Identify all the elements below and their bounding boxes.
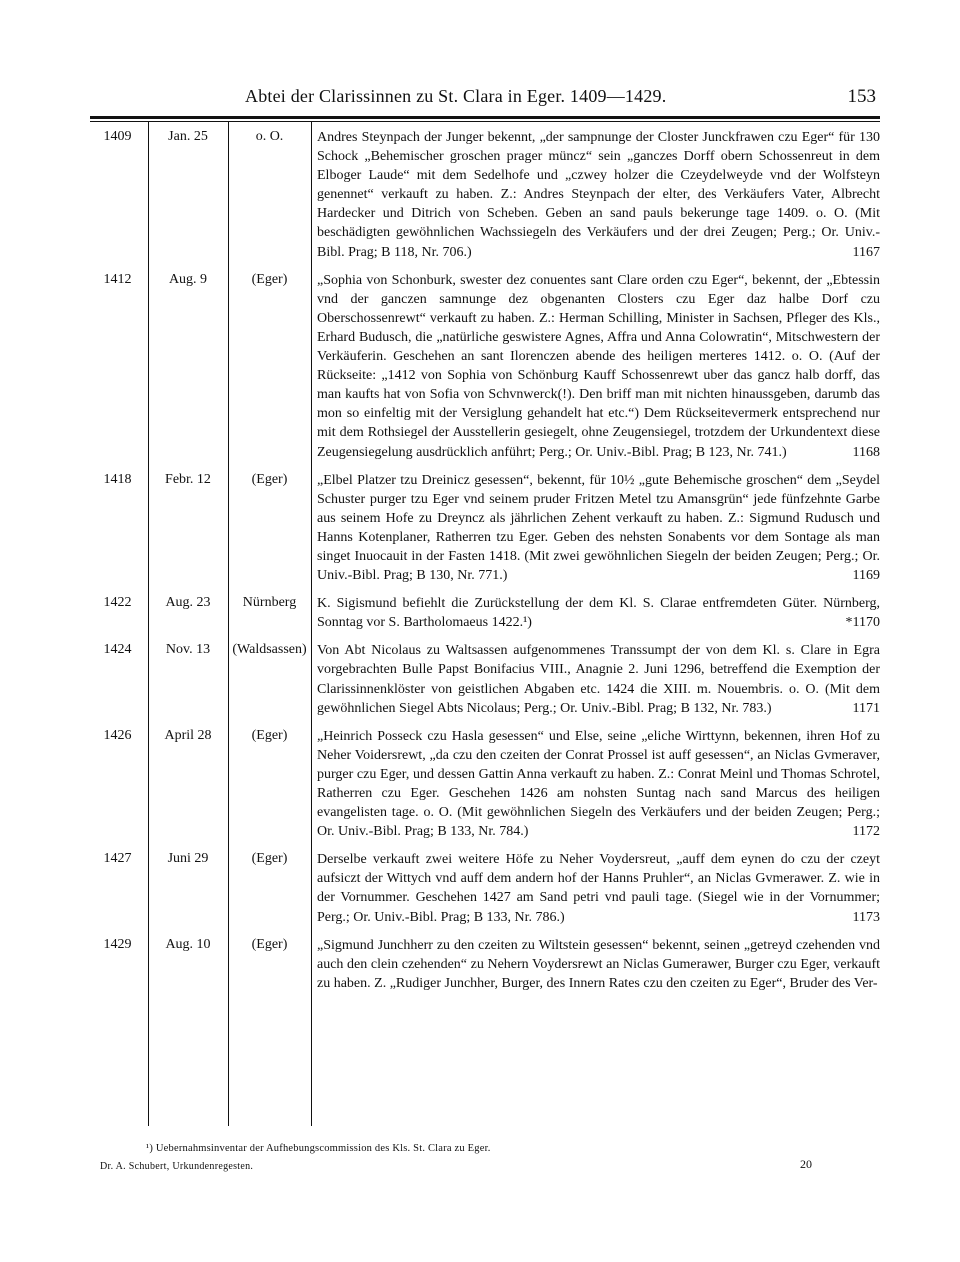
- regest-entry-1171: [90, 641, 880, 717]
- entry-number: 1172: [852, 824, 880, 840]
- entry-place: (Eger): [251, 936, 288, 952]
- entry-place: (Eger): [251, 727, 288, 743]
- entry-body: [317, 641, 880, 717]
- regest-entry-1169: [90, 471, 880, 586]
- running-title: Abtei der Clarissinnen zu St. Clara in Eger. 1409—1429.: [245, 86, 667, 106]
- entry-date: Febr. 12: [165, 471, 211, 487]
- entry-text: K. Sigismund befiehlt die Zurückstellung der dem Kl. S. Clarae entfremdeten Güter. Nürnberg, Sonntag vor S. Bartholomaeus 1422.¹): [317, 596, 880, 631]
- entry-date: Juni 29: [167, 851, 209, 867]
- entry-number: 1169: [852, 568, 880, 584]
- entry-year: 1422: [103, 595, 132, 611]
- entry-number: 1168: [852, 444, 880, 460]
- footer-signature: 20: [800, 1157, 812, 1171]
- entry-text: „Sigmund Junchherr zu den czeiten zu Wiltstein gesessen“ bekennt, seinen „getreyd czehenden vnd auch den clein czehenden“ zu Nehern Voydersrewt an Niclas Gumerawer, Burger czu Eger, verkauft zu haben. Z. „Rudiger Junchher, Burger, des Innern Rates czu den czeiten zu Eger“, Bruder des Ver-: [317, 937, 880, 991]
- entry-body: [317, 471, 880, 586]
- entry-date: Nov. 13: [165, 642, 211, 658]
- entry-body: [317, 271, 880, 462]
- entry-text: Derselbe verkauft zwei weitere Höfe zu Neher Voydersreut, „auff dem eynen do czu der czeyt aufsiczt der Wittych vnd auff dem andern hof der Hanns Pruhler“, an Niclas Gvmerawer. Z. wie in der Vornummer. Geschehen 1427 am Sand petri vnd pauli tage. (Siegel wie in der Vornummer; Perg.; Or. Univ.-Bibl. Prag; B 133, Nr. 786.): [317, 852, 880, 925]
- entry-body: [317, 936, 880, 993]
- entry-place: (Eger): [251, 851, 288, 867]
- entry-number: 1167: [852, 244, 880, 260]
- entry-date: April 28: [164, 727, 212, 743]
- entry-number: *1170: [845, 615, 880, 631]
- entry-number: 1173: [852, 909, 880, 925]
- regest-entry-1168: [90, 271, 880, 462]
- regest-entry-1172: [90, 727, 880, 842]
- entry-text: „Sophia von Schonburk, swester dez conuentes sant Clare orden czu Eger“, bekennt, der „Ebtessin vnd der ganczen samnunge dez obgenanten Closters czu Eger daz halbe Dorf czu Oberschossenrewt“ verkauft zu haben. Z.: Herman Schilling, Minister in Sachsen, Pfleger des Kls., Erhard Budusch, die „natürliche geswistere Agnes, Affra und Anna Colowratin“, Mitschwestern der Verkäuferin. Geschehen an sant Ilorenczen abende des heiligen merteres 1412. o. O. (Auf der Rückseite: „1412 von Sophia von Schönburg Kauff Schossenrewt uber das gancz halb dorff, das man kaufts hat von Sofia von Schvnwerck(!). Den briff man mit nichten hinaussgeben, darumb das mon so einfeltig mit der Versiglung gehandelt hat etc.“) Dem Rückseitevermerk entsprechend nur mit dem Rothsiegel der Ausstellerin gesiegelt, ohne Zeugensiegel, trotzdem der Urkundentext diese Zeugensiegelung ausdrücklich anführt; Perg.; Or. Univ.-Bibl. Prag; B 123, Nr. 741.): [317, 272, 880, 460]
- regest-entry-1173: [90, 850, 880, 926]
- entry-place: (Waldsassen): [232, 642, 307, 658]
- entry-year: 1427: [103, 851, 132, 867]
- entry-year: 1409: [103, 129, 132, 144]
- entry-body: [317, 850, 880, 926]
- entry-date: Jan. 25: [168, 129, 208, 144]
- entry-text: Andres Steynpach der Junger bekennt, „der sampnunge der Closter Junckfrawen czu Eger“ für 130 Schock „Behemischer groschen prager müncz“ sein „ganczes Dorff obern Schossenreut in dem Elboger Laude“ mit dem Sedelhofe und „czwey holzer die Czeydelweyde vnd der Wolfsteyn genennet“ verkauft zu haben. Z.: Andres Steynpach der elter, des Verkäufers Vater, Albrecht Hardecker und Ditrich von Scheben. Geben an sand pauls bekerunge tage 1409. o. O. (Mit beschädigten gewöhnlichen Wachssiegeln des Verkäufers und der drei Zeugen; Perg.; Or. Univ.-Bibl. Prag; B 118, Nr. 706.): [317, 130, 880, 260]
- entry-year: 1429: [103, 936, 132, 952]
- entry-text: Von Abt Nicolaus zu Waltsassen aufgenommenes Transsumpt der von dem Kl. s. Clare in Egra vorgebrachten Bulle Papst Bonifacius VIII., Anagnie 2. Juni 1296, betreffend die Exemption der Clarissinnenklöster von geistlichen Abgaben etc. 1424 die XIII. m. Nouembris. o. O. (Mit dem gewöhnlichen Siegel Abts Nicolaus; Perg.; Or. Univ.-Bibl. Prag; B 132, Nr. 783.): [317, 643, 880, 716]
- regest-list: [90, 128, 880, 1002]
- running-header: [90, 86, 880, 116]
- entry-body: [317, 594, 880, 632]
- entry-place: (Eger): [251, 271, 288, 287]
- footer-author: Dr. A. Schubert, Urkundenregesten.: [100, 1161, 254, 1172]
- page-number: 153: [847, 86, 876, 107]
- entry-place: Nürnberg: [242, 595, 297, 611]
- header-rule-thick: [90, 116, 880, 119]
- entry-year: 1426: [103, 727, 132, 743]
- entry-text: „Elbel Platzer tzu Dreinicz gesessen“, bekennt, für 10½ „gute Behemische groschen“ dem „Seydel Schuster purger tzu Eger vnd seinem pruder Fritzen Metel tzu Amansgrün“ jede fünfzehnte Garbe aus seinem Hofe zu Dreyncz als jährlichen Zehent verkauft zu haben. Z.: Sigmund Rudusch und Hanns Kotenplaner, Ratherren tzu Eger. Geben des nehsten Sonabents vor dem Sontage als man singet Inuocauit in der Fasten 1418. (Mit zwei gewöhnlichen Siegeln der beiden Zeugen; Perg.; Or. Univ.-Bibl. Prag; B 130, Nr. 771.): [317, 472, 880, 584]
- regest-entry-1167: [90, 128, 880, 262]
- entry-place: o. O.: [255, 129, 284, 144]
- footnote: ¹) Uebernahmsinventar der Aufhebungscommission des Kls. St. Clara zu Eger.: [146, 1143, 491, 1154]
- entry-date: Aug. 10: [165, 936, 211, 952]
- regest-entry-1170: [90, 594, 880, 632]
- entry-date: Aug. 9: [168, 271, 208, 287]
- entry-body: [317, 128, 880, 262]
- entry-year: 1418: [103, 471, 132, 487]
- entry-year: 1412: [103, 271, 132, 287]
- entry-year: 1424: [103, 642, 132, 658]
- entry-number: 1171: [852, 700, 880, 716]
- entry-text: „Heinrich Posseck czu Hasla gesessen“ und Else, seine „eliche Wirttynn, bekennen, ihren Hof zu Neher Voidersrewt, „da czu den czeiten der Conrat Prossel ist auff gesessen“, an Niclas Gvmeraver, purger czu Eger, und dessen Gattin Anna verkauft zu haben. Z.: Conrat Meinl und Thomas Schrotel, Ratherren czu Eger. Geschehen 1426 am nohsten Suntag nach sand Marcus des heiligen evangelisten tage. o. O. (Mit gewöhnlichen Siegeln des Verkäufers und der beiden Zeugen; Perg.; Or. Univ.-Bibl. Prag; B 133, Nr. 784.): [317, 728, 880, 840]
- entry-place: (Eger): [251, 471, 288, 487]
- regest-entry-1174: [90, 936, 880, 993]
- entry-body: [317, 727, 880, 842]
- header-rule-thin: [90, 121, 880, 122]
- entry-date: Aug. 23: [165, 595, 211, 611]
